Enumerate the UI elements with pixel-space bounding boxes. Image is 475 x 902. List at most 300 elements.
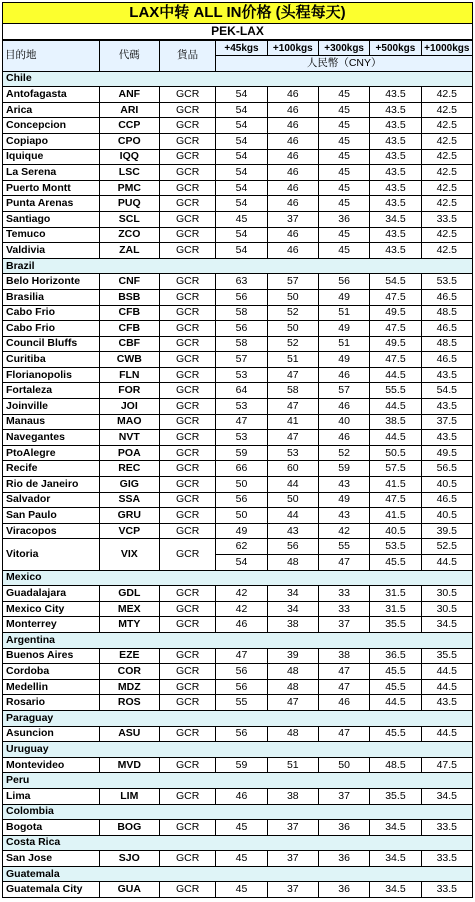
price-cell: 57 — [318, 383, 369, 399]
price-cell: 31.5 — [370, 586, 421, 602]
code-cell: JOI — [99, 399, 159, 415]
price-cell: 46 — [267, 133, 318, 149]
price-cell: 48.5 — [421, 336, 472, 352]
price-cell: 56 — [216, 492, 267, 508]
price-cell: 38 — [318, 648, 369, 664]
destination-cell: Monterrey — [3, 617, 100, 633]
code-cell: ROS — [99, 695, 159, 711]
price-cell: 50 — [267, 492, 318, 508]
destination-cell: PtoAlegre — [3, 445, 100, 461]
price-cell: 45 — [318, 243, 369, 259]
price-cell: 41.5 — [370, 477, 421, 493]
price-cell: 55 — [216, 695, 267, 711]
goods-cell: GCR — [159, 165, 215, 181]
goods-cell: GCR — [159, 586, 215, 602]
price-cell: 44.5 — [421, 726, 472, 742]
price-cell: 59 — [216, 757, 267, 773]
price-cell: 45 — [318, 102, 369, 118]
price-cell: 48 — [267, 726, 318, 742]
price-cell: 44.5 — [370, 367, 421, 383]
destination-cell: Bogota — [3, 820, 100, 836]
price-cell: 47.5 — [370, 289, 421, 305]
price-cell: 37 — [267, 851, 318, 867]
price-cell: 43 — [318, 477, 369, 493]
goods-cell: GCR — [159, 679, 215, 695]
destination-cell: Navegantes — [3, 430, 100, 446]
region-row — [3, 632, 473, 648]
destination-cell: Copiapo — [3, 133, 100, 149]
price-cell: 36 — [318, 851, 369, 867]
goods-cell: GCR — [159, 820, 215, 836]
price-cell: 34.5 — [370, 882, 421, 898]
code-cell: GUA — [99, 882, 159, 898]
price-cell: 57.5 — [370, 461, 421, 477]
price-cell: 45.5 — [370, 555, 421, 571]
code-cell: CBF — [99, 336, 159, 352]
price-cell: 43.5 — [370, 196, 421, 212]
price-cell: 45 — [318, 180, 369, 196]
price-table-body — [3, 41, 473, 898]
table-row — [3, 149, 473, 165]
region-name: Paraguay — [3, 710, 473, 726]
table-row — [3, 477, 473, 493]
price-cell: 45.5 — [370, 726, 421, 742]
table-row — [3, 617, 473, 633]
destination-cell: Asuncion — [3, 726, 100, 742]
price-cell: 52 — [318, 445, 369, 461]
price-cell: 49.5 — [421, 445, 472, 461]
price-cell: 46 — [267, 227, 318, 243]
price-cell: 64 — [216, 383, 267, 399]
price-cell: 53 — [216, 430, 267, 446]
destination-cell: Montevideo — [3, 757, 100, 773]
table-row — [3, 180, 473, 196]
code-cell: GDL — [99, 586, 159, 602]
region-name: Guatemala — [3, 866, 473, 882]
price-cell: 53.5 — [370, 539, 421, 555]
sheet-title: LAX中转 ALL IN价格 (头程每天) — [2, 2, 473, 24]
price-cell: 53 — [267, 445, 318, 461]
goods-cell: GCR — [159, 289, 215, 305]
price-cell: 47.5 — [370, 492, 421, 508]
code-cell: COR — [99, 664, 159, 680]
destination-cell: Viracopos — [3, 523, 100, 539]
price-cell: 54 — [216, 243, 267, 259]
region-name: Brazil — [3, 258, 473, 274]
price-cell: 43.5 — [421, 367, 472, 383]
price-cell: 43.5 — [370, 243, 421, 259]
price-cell: 54 — [216, 227, 267, 243]
header-code: 代碼 — [99, 41, 159, 72]
price-cell: 37 — [318, 617, 369, 633]
code-cell: BOG — [99, 820, 159, 836]
code-cell: SJO — [99, 851, 159, 867]
goods-cell: GCR — [159, 399, 215, 415]
price-cell: 56 — [216, 664, 267, 680]
goods-cell: GCR — [159, 430, 215, 446]
price-cell: 34.5 — [370, 820, 421, 836]
code-cell: GIG — [99, 477, 159, 493]
region-row — [3, 71, 473, 87]
destination-cell: Curitiba — [3, 352, 100, 368]
price-cell: 44.5 — [370, 695, 421, 711]
price-cell: 47 — [216, 414, 267, 430]
table-row — [3, 664, 473, 680]
header-break: +500kgs — [370, 41, 421, 56]
price-cell: 49 — [318, 492, 369, 508]
table-row — [3, 788, 473, 804]
price-cell: 43.5 — [370, 133, 421, 149]
goods-cell: GCR — [159, 196, 215, 212]
region-row — [3, 804, 473, 820]
price-cell: 50 — [318, 757, 369, 773]
price-cell: 43 — [267, 523, 318, 539]
price-cell: 53 — [216, 399, 267, 415]
price-cell: 42.5 — [421, 149, 472, 165]
price-cell: 52 — [267, 336, 318, 352]
price-cell: 48.5 — [370, 757, 421, 773]
price-cell: 54 — [216, 102, 267, 118]
goods-cell: GCR — [159, 87, 215, 103]
price-cell: 30.5 — [421, 586, 472, 602]
goods-cell: GCR — [159, 508, 215, 524]
price-cell: 45.5 — [370, 664, 421, 680]
price-cell: 47 — [267, 430, 318, 446]
price-cell: 46.5 — [421, 352, 472, 368]
table-row — [3, 367, 473, 383]
code-cell: GRU — [99, 508, 159, 524]
price-cell: 54 — [216, 87, 267, 103]
goods-cell: GCR — [159, 882, 215, 898]
price-cell: 47.5 — [370, 321, 421, 337]
price-cell: 59 — [216, 445, 267, 461]
goods-cell: GCR — [159, 102, 215, 118]
header-break: +1000kgs — [421, 41, 472, 56]
table-row — [3, 523, 473, 539]
price-cell: 46.5 — [421, 321, 472, 337]
price-cell: 45 — [216, 820, 267, 836]
goods-cell: GCR — [159, 321, 215, 337]
goods-cell: GCR — [159, 523, 215, 539]
table-row — [3, 430, 473, 446]
price-cell: 53.5 — [421, 274, 472, 290]
destination-cell: Brasilia — [3, 289, 100, 305]
destination-cell: Cordoba — [3, 664, 100, 680]
price-cell: 46 — [318, 695, 369, 711]
price-cell: 50 — [216, 508, 267, 524]
price-cell: 40.5 — [421, 477, 472, 493]
table-row — [3, 820, 473, 836]
price-cell: 54.5 — [370, 274, 421, 290]
table-row — [3, 289, 473, 305]
table-row — [3, 757, 473, 773]
table-row — [3, 851, 473, 867]
route-label: PEK-LAX — [2, 24, 473, 40]
region-name: Mexico — [3, 570, 473, 586]
goods-cell: GCR — [159, 757, 215, 773]
price-cell: 43.5 — [421, 430, 472, 446]
price-cell: 46 — [267, 102, 318, 118]
table-row — [3, 399, 473, 415]
price-cell: 43.5 — [370, 227, 421, 243]
destination-cell: Florianopolis — [3, 367, 100, 383]
price-cell: 47 — [318, 726, 369, 742]
price-cell: 54 — [216, 196, 267, 212]
region-row — [3, 742, 473, 758]
code-cell: MAO — [99, 414, 159, 430]
code-cell: LSC — [99, 165, 159, 181]
table-row — [3, 508, 473, 524]
destination-cell: Salvador — [3, 492, 100, 508]
price-cell: 54 — [216, 149, 267, 165]
price-cell: 43.5 — [370, 87, 421, 103]
price-cell: 58 — [267, 383, 318, 399]
price-cell: 36 — [318, 820, 369, 836]
price-cell: 46 — [216, 617, 267, 633]
region-name: Chile — [3, 71, 473, 87]
price-cell: 46 — [267, 180, 318, 196]
price-cell: 43.5 — [370, 118, 421, 134]
code-cell: VCP — [99, 523, 159, 539]
price-cell: 46 — [267, 243, 318, 259]
price-cell: 56 — [318, 274, 369, 290]
price-cell: 37 — [318, 788, 369, 804]
price-cell: 48.5 — [421, 305, 472, 321]
table-row — [3, 648, 473, 664]
price-cell: 45 — [318, 165, 369, 181]
destination-cell: Puerto Montt — [3, 180, 100, 196]
destination-cell: Cabo Frio — [3, 321, 100, 337]
code-cell: ZCO — [99, 227, 159, 243]
code-cell: PMC — [99, 180, 159, 196]
table-row — [3, 679, 473, 695]
price-cell: 43.5 — [370, 165, 421, 181]
region-row — [3, 866, 473, 882]
price-cell: 54 — [216, 555, 267, 571]
price-cell: 55 — [318, 539, 369, 555]
price-cell: 42.5 — [421, 180, 472, 196]
destination-cell: San Paulo — [3, 508, 100, 524]
price-cell: 45 — [318, 196, 369, 212]
price-cell: 45.5 — [370, 679, 421, 695]
region-name: Peru — [3, 773, 473, 789]
region-name: Argentina — [3, 632, 473, 648]
goods-cell: GCR — [159, 445, 215, 461]
destination-cell: Guadalajara — [3, 586, 100, 602]
price-cell: 31.5 — [370, 601, 421, 617]
destination-cell: Buenos Aires — [3, 648, 100, 664]
price-cell: 47 — [267, 367, 318, 383]
table-row — [3, 586, 473, 602]
price-cell: 41 — [267, 414, 318, 430]
price-cell: 60 — [267, 461, 318, 477]
goods-cell: GCR — [159, 492, 215, 508]
price-cell: 48 — [267, 679, 318, 695]
price-cell: 42 — [216, 586, 267, 602]
goods-cell: GCR — [159, 149, 215, 165]
code-cell: ANF — [99, 87, 159, 103]
price-cell: 34.5 — [421, 788, 472, 804]
code-cell: PUQ — [99, 196, 159, 212]
goods-cell: GCR — [159, 274, 215, 290]
header-destination: 目的地 — [3, 41, 100, 72]
goods-cell: GCR — [159, 336, 215, 352]
price-cell: 44 — [267, 508, 318, 524]
price-cell: 50 — [267, 289, 318, 305]
code-cell: MEX — [99, 601, 159, 617]
price-cell: 40 — [318, 414, 369, 430]
price-cell: 36.5 — [370, 648, 421, 664]
goods-cell: GCR — [159, 305, 215, 321]
destination-cell: Mexico City — [3, 601, 100, 617]
table-row — [3, 196, 473, 212]
price-cell: 33.5 — [421, 882, 472, 898]
table-row — [3, 336, 473, 352]
region-row — [3, 710, 473, 726]
price-cell: 42.5 — [421, 243, 472, 259]
price-cell: 34 — [267, 586, 318, 602]
header-row — [3, 41, 473, 56]
price-cell: 37 — [267, 211, 318, 227]
price-cell: 46.5 — [421, 289, 472, 305]
price-cell: 44.5 — [421, 555, 472, 571]
price-cell: 33 — [318, 586, 369, 602]
price-cell: 57 — [216, 352, 267, 368]
table-row — [3, 118, 473, 134]
price-cell: 37 — [267, 820, 318, 836]
destination-cell: Antofagasta — [3, 87, 100, 103]
price-cell: 34.5 — [370, 851, 421, 867]
price-cell: 47.5 — [370, 352, 421, 368]
price-cell: 54 — [216, 180, 267, 196]
table-row — [3, 165, 473, 181]
price-cell: 42.5 — [421, 102, 472, 118]
price-cell: 43.5 — [370, 149, 421, 165]
price-cell: 45 — [318, 87, 369, 103]
header-break: +100kgs — [267, 41, 318, 56]
code-cell: NVT — [99, 430, 159, 446]
destination-cell: Cabo Frio — [3, 305, 100, 321]
price-cell: 42.5 — [421, 165, 472, 181]
price-cell: 47 — [318, 555, 369, 571]
code-cell: CCP — [99, 118, 159, 134]
price-cell: 49 — [216, 523, 267, 539]
table-row — [3, 461, 473, 477]
price-cell: 43.5 — [421, 695, 472, 711]
goods-cell: GCR — [159, 617, 215, 633]
destination-cell: Lima — [3, 788, 100, 804]
goods-cell: GCR — [159, 352, 215, 368]
code-cell: EZE — [99, 648, 159, 664]
code-cell: REC — [99, 461, 159, 477]
price-cell: 45 — [318, 118, 369, 134]
price-cell: 49 — [318, 321, 369, 337]
goods-cell: GCR — [159, 367, 215, 383]
header-break: +300kgs — [318, 41, 369, 56]
goods-cell: GCR — [159, 726, 215, 742]
price-cell: 58 — [216, 336, 267, 352]
price-cell: 58 — [216, 305, 267, 321]
price-cell: 37.5 — [421, 414, 472, 430]
code-cell: ASU — [99, 726, 159, 742]
table-row — [3, 414, 473, 430]
code-cell: IQQ — [99, 149, 159, 165]
price-cell: 45 — [216, 851, 267, 867]
price-cell: 50.5 — [370, 445, 421, 461]
price-cell: 63 — [216, 274, 267, 290]
price-cell: 37 — [267, 882, 318, 898]
code-cell: CPO — [99, 133, 159, 149]
code-cell: MTY — [99, 617, 159, 633]
price-cell: 54.5 — [421, 383, 472, 399]
price-cell: 56.5 — [421, 461, 472, 477]
goods-cell: GCR — [159, 539, 215, 570]
code-cell: FOR — [99, 383, 159, 399]
region-row — [3, 835, 473, 851]
table-row — [3, 601, 473, 617]
price-cell: 49 — [318, 352, 369, 368]
price-cell: 46 — [216, 788, 267, 804]
destination-cell: Rosario — [3, 695, 100, 711]
price-cell: 49.5 — [370, 305, 421, 321]
destination-cell: Fortaleza — [3, 383, 100, 399]
table-row — [3, 87, 473, 103]
price-cell: 43.5 — [370, 102, 421, 118]
table-row — [3, 539, 473, 555]
price-cell: 52.5 — [421, 539, 472, 555]
price-cell: 46 — [267, 196, 318, 212]
destination-cell: Valdivia — [3, 243, 100, 259]
destination-cell: San Jose — [3, 851, 100, 867]
destination-cell: Medellin — [3, 679, 100, 695]
price-cell: 40.5 — [370, 523, 421, 539]
table-row — [3, 352, 473, 368]
goods-cell: GCR — [159, 477, 215, 493]
table-row — [3, 445, 473, 461]
region-row — [3, 773, 473, 789]
table-row — [3, 102, 473, 118]
destination-cell: Arica — [3, 102, 100, 118]
price-cell: 62 — [216, 539, 267, 555]
goods-cell: GCR — [159, 243, 215, 259]
goods-cell: GCR — [159, 695, 215, 711]
table-row — [3, 133, 473, 149]
price-cell: 33.5 — [421, 820, 472, 836]
table-row — [3, 383, 473, 399]
price-cell: 47 — [216, 648, 267, 664]
table-row — [3, 492, 473, 508]
price-cell: 33.5 — [421, 851, 472, 867]
price-cell: 33.5 — [421, 211, 472, 227]
code-cell: MDZ — [99, 679, 159, 695]
price-cell: 40.5 — [421, 508, 472, 524]
price-cell: 52 — [267, 305, 318, 321]
price-cell: 55.5 — [370, 383, 421, 399]
price-cell: 51 — [267, 757, 318, 773]
goods-cell: GCR — [159, 211, 215, 227]
price-cell: 46.5 — [421, 492, 472, 508]
table-row — [3, 243, 473, 259]
price-cell: 34.5 — [421, 617, 472, 633]
price-cell: 47.5 — [421, 757, 472, 773]
code-cell: POA — [99, 445, 159, 461]
price-cell: 44 — [267, 477, 318, 493]
table-row — [3, 274, 473, 290]
price-cell: 48 — [267, 664, 318, 680]
destination-cell: Guatemala City — [3, 882, 100, 898]
price-cell: 38 — [267, 788, 318, 804]
price-cell: 34.5 — [370, 211, 421, 227]
